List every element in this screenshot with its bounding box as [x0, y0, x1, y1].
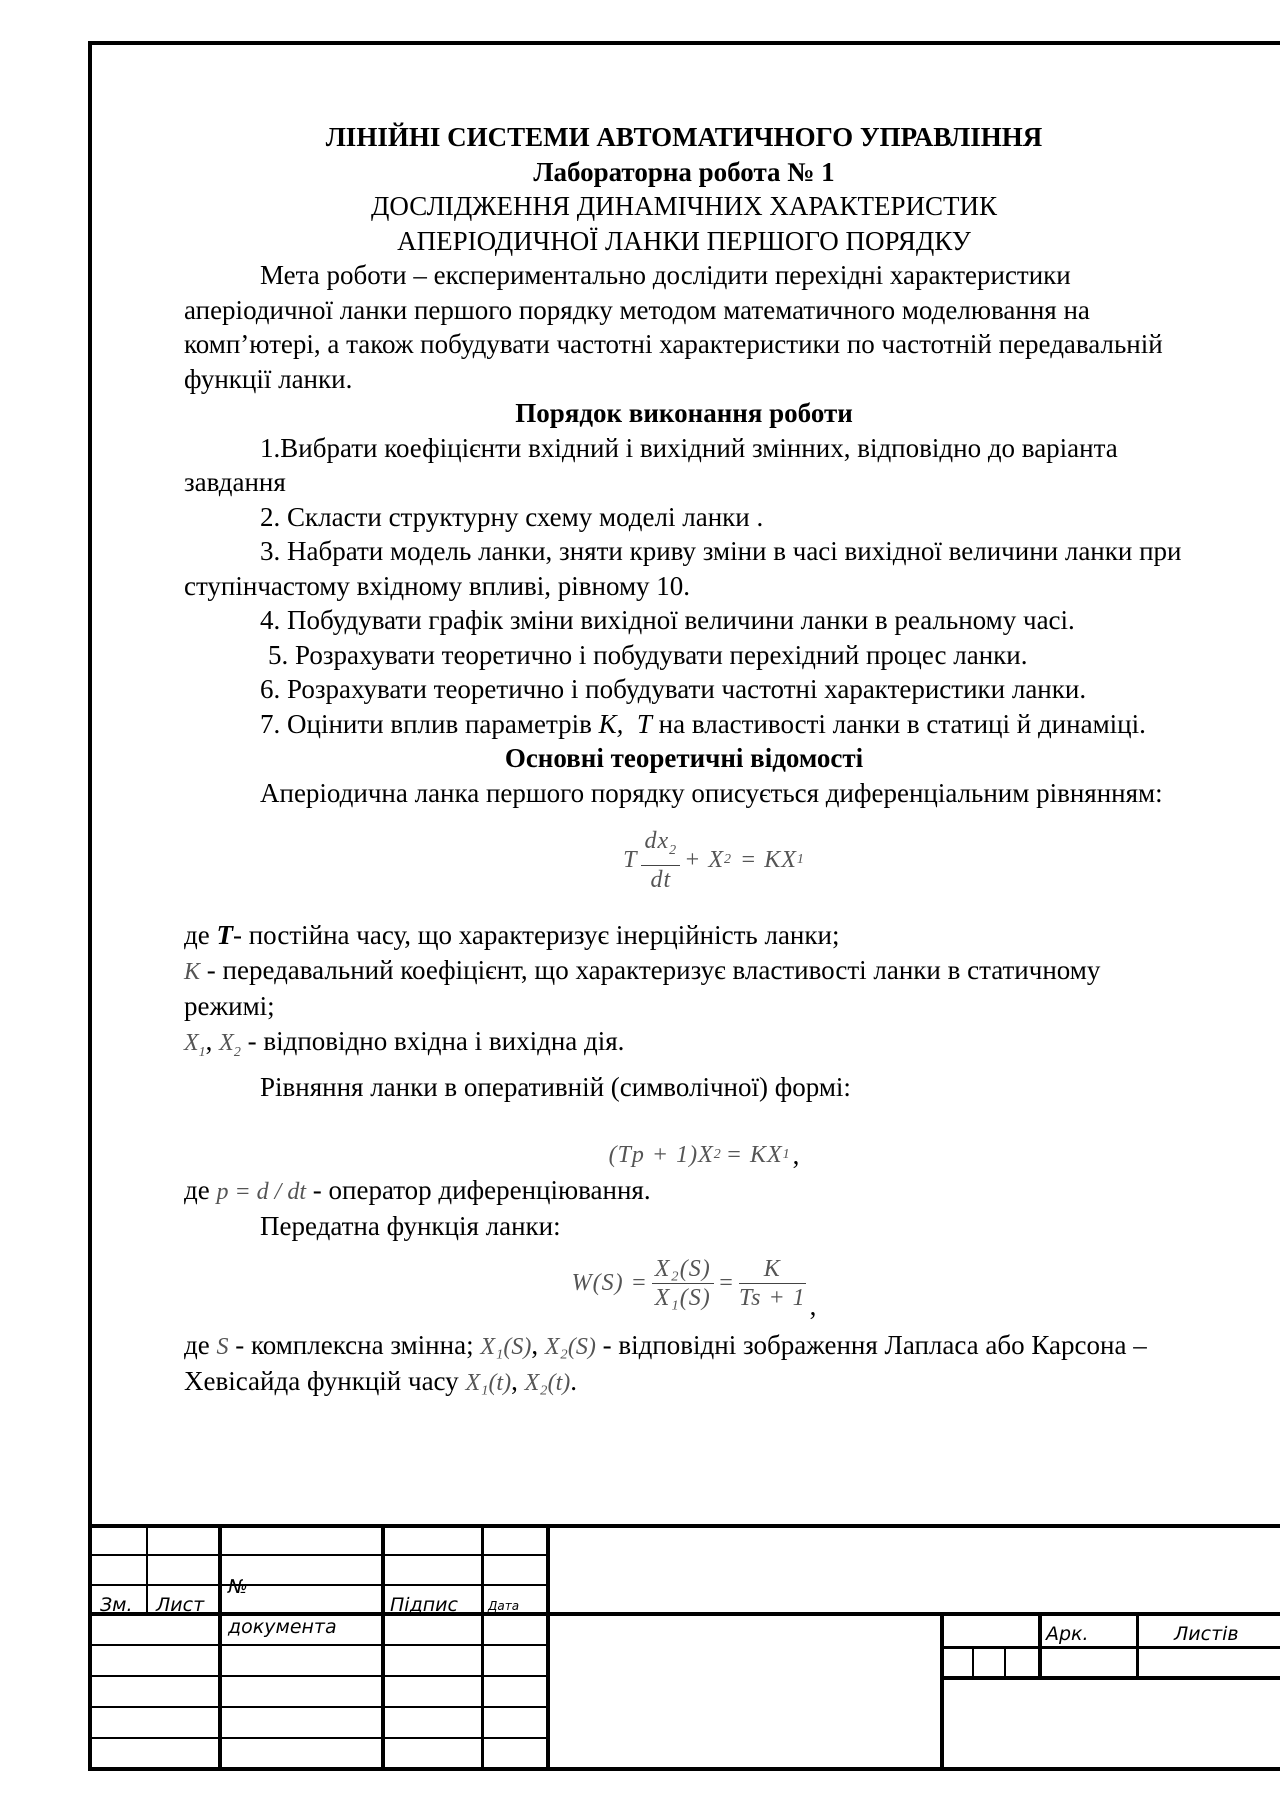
equation-operator: (Tp + 1)X 2 = KX 1 , [608, 1140, 800, 1170]
transfer-intro: Передатна функція ланки: [260, 1211, 561, 1241]
procedure-heading: Порядок виконання роботи [515, 398, 853, 428]
stamp-docno-label: № [228, 1576, 248, 1598]
def-operator: де p = d / dt - оператор диференціювання. [184, 1174, 651, 1205]
subtitle-line-2: АПЕРІОДИЧНОЇ ЛАНКИ ПЕРШОГО ПОРЯДКУ [397, 225, 971, 256]
stamp-doc-label: документа [228, 1616, 337, 1638]
stamp-sign-label: Підпис [390, 1594, 458, 1616]
subtitle-line-1: ДОСЛІДЖЕННЯ ДИНАМІЧНИХ ХАРАКТЕРИСТИК [370, 191, 998, 221]
step-5: 5. Розрахувати теоретично і побудувати перехідний процес ланки. [268, 639, 1028, 670]
stamp-ark-label: Арк. [1046, 1623, 1089, 1645]
step-7: 7. Оцінити вплив параметрів K, T на властивості ланки в статиці й динаміці. [260, 708, 1146, 739]
lab-number: Лабораторна робота № 1 [533, 156, 835, 187]
stamp-change-label: Зм. [100, 1594, 133, 1616]
operator-intro: Рівняння ланки в оперативній (символічної) формі: [260, 1072, 851, 1102]
stamp-sheets-label: Листів [1174, 1623, 1239, 1645]
stamp-sheet-label: Лист [156, 1594, 205, 1616]
step-6: 6. Розрахувати теоретично і побудувати частотні характеристики ланки. [260, 674, 1087, 704]
title-block [88, 1520, 1280, 1771]
theory-intro: Аперіодична ланка першого порядку описується диференціальним рівнянням: [260, 777, 1163, 808]
page-title: ЛІНІЙНІ СИСТЕМИ АВТОМАТИЧНОГО УПРАВЛІННЯ [325, 122, 1043, 152]
def-time-constant: де T- постійна часу, що характеризує інерційність ланки; [184, 920, 840, 950]
equation-transfer: W(S) = $\frac{\text{X₂(S)}}{\text{X₁(S)}}$ = $\frac{K}{Ts + 1}$ , [571, 1256, 817, 1321]
def-signals: $X_1$, $X_2$ - відповідно вхідна і вихідна дія. [184, 1025, 625, 1060]
equation-differential: T $\frac{dx_2}{dt}$ + X 2 = KX 1 [623, 827, 805, 893]
aim-paragraph: Мета роботи – експериментально дослідити перехідні характеристики аперіодичної ланки першого порядку методом математичного моделювання на комп’ютері, а також побудувати частотні характеристики по частотній передавальній функції ланки. [184, 260, 1163, 394]
step-4: 4. Побудувати графік зміни вихідної величини ланки в реальному часі. [260, 605, 1075, 635]
def-complex-variable: де S - комплексна змінна; X₁(S), X₂(S) - відповідні зображення Лапласа або Карсона – Хевісайда функцій часу X₁(t), X₂(t). [184, 1329, 1147, 1396]
theory-heading: Основні теоретичні відомості [504, 743, 864, 773]
document-body [184, 120, 1184, 1401]
stamp-date-label: Дата [488, 1599, 520, 1613]
step-1: 1.Вибрати коефіцієнти вхідний і вихідний змінних, відповідно до варіанта завдання [184, 432, 1118, 497]
step-2: 2. Скласти структурну схему моделі ланки . [260, 501, 764, 532]
step-3: 3. Набрати модель ланки, зняти криву зміни в часі вихідної величини ланки при ступінчастому вхідному впливі, рівному 10. [184, 536, 1182, 601]
def-gain: K - передавальний коефіцієнт, що характеризує властивості ланки в статичному режимі; [184, 954, 1101, 1021]
